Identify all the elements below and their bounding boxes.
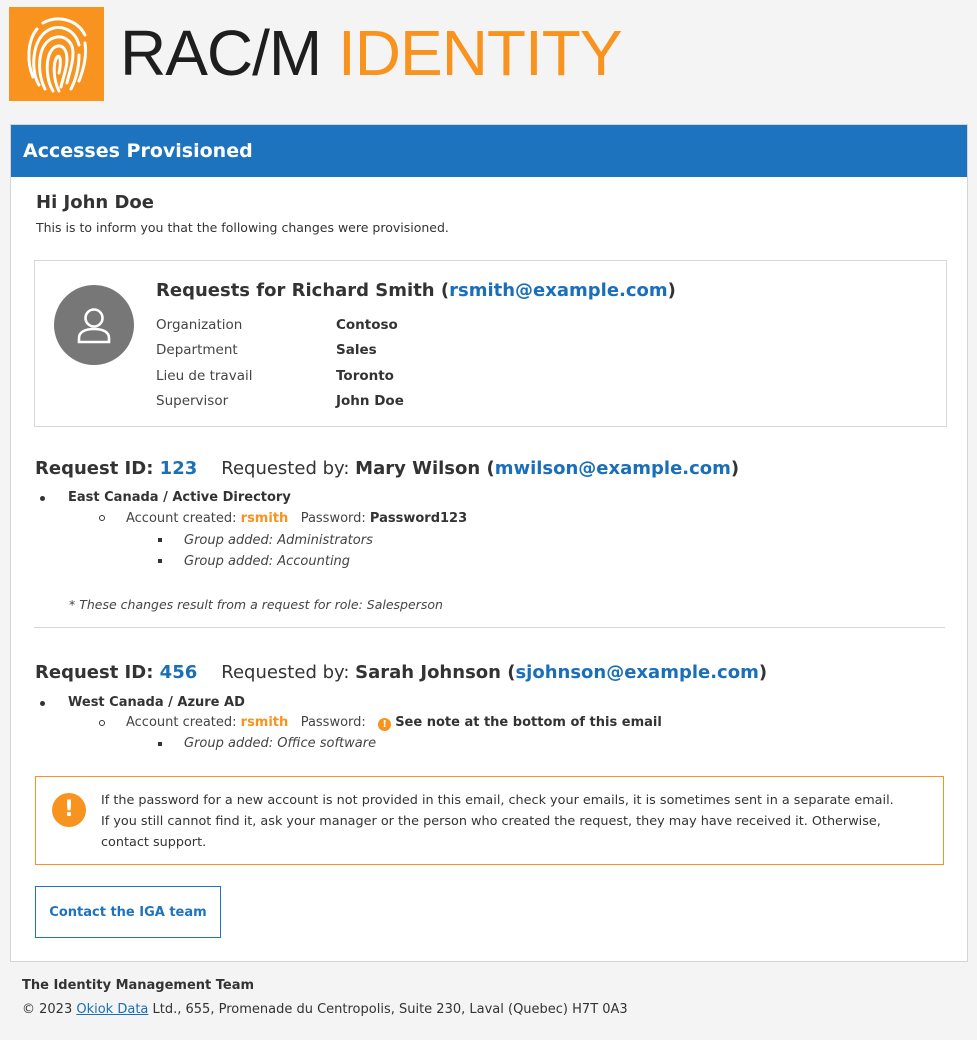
fingerprint-logo-icon [9,7,104,101]
attr-label-supervisor: Supervisor [156,393,229,409]
password-alert [35,776,944,865]
attr-value-location: Toronto [336,368,394,384]
attr-label-department: Department [156,342,238,358]
divider [34,627,945,628]
group-added: Group added: Administrators [184,533,373,548]
company-address: Ltd., 655, Promenade du Centropolis, Suite 230, Laval (Quebec) H7T 0A3 [148,1002,628,1017]
bullet-disc-icon [40,701,45,706]
attr-label-location: Lieu de travail [156,368,253,384]
email-card [10,124,968,962]
request-id-label: Request ID: [35,662,160,683]
requested-by-label: Requested by: [221,458,356,479]
bullet-square-icon [158,538,162,542]
requested-by-label: Requested by: [221,662,356,683]
copyright-prefix: © 2023 [22,1002,77,1017]
user-email-link[interactable]: rsmith@example.com [449,280,668,301]
alert-line: If you still cannot find it, ask your manager or the person who created the request, they may have received it. Otherwise, [101,814,881,829]
banner-title: Accesses Provisioned [11,125,967,177]
footer-signature: The Identity Management Team [22,978,255,993]
exclamation-icon: ! [52,793,86,827]
account-line [126,511,467,526]
account-name: rsmith [240,715,289,730]
contact-iga-button[interactable]: Contact the IGA team [35,886,221,938]
requester-email-link[interactable]: mwilson@example.com [494,458,731,479]
request-id-link[interactable]: 456 [159,662,198,683]
password-label: Password: [300,715,370,730]
bullet-square-icon [158,742,162,746]
brand-wordmark [120,8,622,98]
system-name: East Canada / Active Directory [68,490,291,505]
user-summary-box [34,260,947,427]
user-icon [76,305,112,345]
password-value: Password123 [369,511,468,526]
greeting: Hi John Doe [36,192,154,213]
group-added: Group added: Office software [184,736,377,751]
password-note: See note at the bottom of this email [395,715,662,730]
avatar [54,285,134,365]
brand-name-accent: IDENTITY [338,17,622,89]
requester-name: Mary Wilson ( [355,458,495,479]
attr-label-organization: Organization [156,317,243,333]
requester-close-paren: ) [730,458,740,479]
bullet-disc-icon [40,496,45,501]
bullet-circle-icon [99,515,105,521]
requests-for-title [156,280,676,301]
bullet-circle-icon [99,720,105,726]
brand-name-dark: RAC/M [120,17,322,89]
group-added: Group added: Accounting [184,554,351,569]
attr-value-organization: Contoso [336,317,398,333]
request-header [35,458,739,479]
company-link[interactable]: Okiok Data [76,1002,149,1017]
attr-value-department: Sales [336,342,377,358]
password-label: Password: [300,511,370,526]
intro-text: This is to inform you that the following changes were provisioned. [36,220,449,235]
account-label: Account created: [126,715,241,730]
attr-value-supervisor: John Doe [336,393,404,409]
requester-name: Sarah Johnson ( [355,662,516,683]
request-id-link[interactable]: 123 [159,458,198,479]
system-name: West Canada / Azure AD [68,695,245,710]
footer-copyright [22,1002,628,1017]
requester-close-paren: ) [758,662,768,683]
account-label: Account created: [126,511,241,526]
request-id-label: Request ID: [35,458,160,479]
requests-for-label: Requests for Richard Smith ( [156,280,450,301]
request-header [35,662,767,683]
account-line [126,715,662,731]
alert-line: If the password for a new account is not provided in this email, check your emails, it is sometimes sent in a separate email. [101,793,894,808]
role-note: * These changes result from a request for role: Salesperson [69,597,443,612]
title-close-paren: ) [667,280,676,301]
warning-icon: ! [378,718,391,731]
account-name: rsmith [240,511,289,526]
bullet-square-icon [158,559,162,563]
alert-line: contact support. [101,835,207,850]
requester-email-link[interactable]: sjohnson@example.com [515,662,759,683]
